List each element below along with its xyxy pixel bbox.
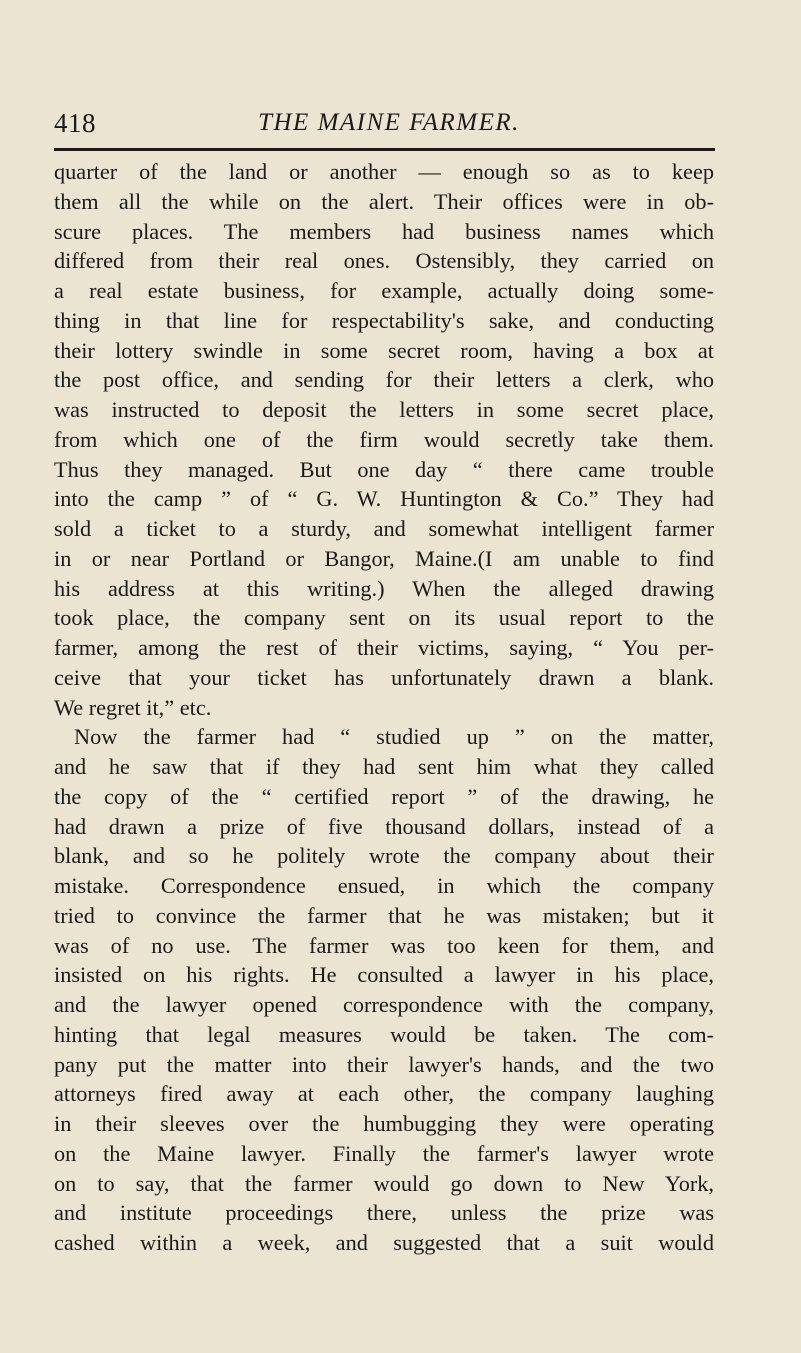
text-line: differed from their real ones. Ostensibly, they carried on: [54, 248, 714, 274]
text-line: attorneys fired away at each other, the company laughing: [54, 1081, 714, 1107]
text-line: pany put the matter into their lawyer's hands, and the two: [54, 1051, 714, 1077]
text-line: his address at this writing.) When the alleged drawing: [54, 575, 714, 601]
text-line: their lottery swindle in some secret room, having a box at: [54, 337, 714, 363]
text-line: quarter of the land or another — enough so as to keep: [54, 159, 714, 184]
running-title: THE MAINE FARMER.: [258, 109, 520, 136]
text-line: mistake. Correspondence ensued, in which the company: [54, 873, 714, 898]
text-line: blank, and so he politely wrote the company about their: [54, 843, 714, 869]
text-line: in their sleeves over the humbugging they were operating: [54, 1111, 714, 1136]
text-line: Thus they managed. But one day “ there came trouble: [54, 456, 714, 482]
paragraph-first-line: Now the farmer had “ studied up ” on the matter,: [74, 724, 714, 750]
text-line: was of no use. The farmer was too keen for them, and: [54, 932, 714, 958]
text-line: cashed within a week, and suggested that a suit would: [54, 1230, 714, 1255]
text-line: took place, the company sent on its usual report to the: [54, 605, 714, 631]
text-line: and the lawyer opened correspondence with the company,: [54, 992, 714, 1017]
text-line: in or near Portland or Bangor, Maine.(I am unable to find: [54, 545, 714, 571]
text-line: into the camp ” of “ G. W. Huntington & Co.” They had: [54, 486, 714, 512]
text-line: hinting that legal measures would be taken. The com-: [54, 1021, 714, 1047]
text-line: tried to convince the farmer that he was mistaken; but it: [54, 902, 714, 928]
text-line: on to say, that the farmer would go down to New York,: [54, 1170, 714, 1196]
text-line: insisted on his rights. He consulted a lawyer in his place,: [54, 962, 714, 988]
text-line: scure places. The members had business names which: [54, 218, 714, 244]
text-line: was instructed to deposit the letters in some secret place,: [54, 397, 714, 422]
text-line: and he saw that if they had sent him what they called: [54, 754, 714, 779]
text-line: had drawn a prize of five thousand dollars, instead of a: [54, 813, 714, 839]
text-line: sold a ticket to a sturdy, and somewhat intelligent farmer: [54, 516, 714, 541]
text-line: We regret it,” etc.: [54, 694, 212, 720]
text-line: from which one of the firm would secretly take them.: [54, 426, 714, 452]
text-line: farmer, among the rest of their victims, saying, “ You per-: [54, 635, 714, 660]
text-line: a real estate business, for example, actually doing some-: [54, 278, 714, 303]
running-head: [54, 103, 714, 143]
text-line: thing in that line for respectability's sake, and conducting: [54, 307, 714, 333]
body-text: [54, 157, 714, 1258]
text-line: ceive that your ticket has unfortunately drawn a blank.: [54, 664, 714, 690]
header-rule: [54, 148, 715, 151]
text-line: the copy of the “ certified report ” of the drawing, he: [54, 783, 714, 809]
text-line: and institute proceedings there, unless the prize was: [54, 1200, 714, 1226]
text-line: them all the while on the alert. Their offices were in ob-: [54, 188, 714, 214]
text-line: the post office, and sending for their letters a clerk, who: [54, 367, 714, 393]
page-number: 418: [54, 108, 96, 138]
text-line: on the Maine lawyer. Finally the farmer's lawyer wrote: [54, 1140, 714, 1166]
